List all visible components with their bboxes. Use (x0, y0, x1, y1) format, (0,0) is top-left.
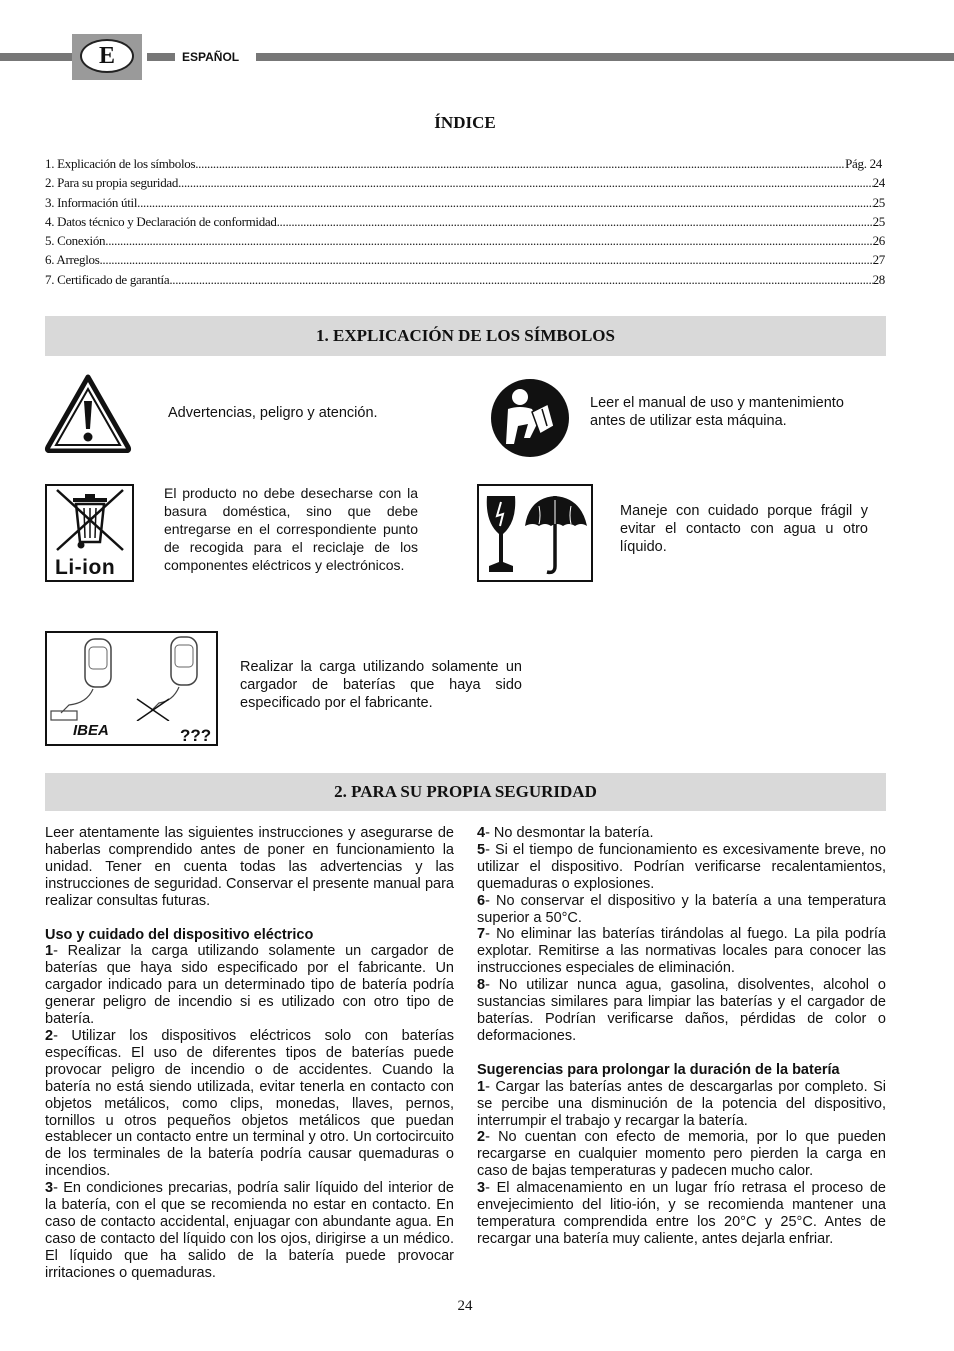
charger-device-icon (47, 633, 216, 721)
item-text: - No conservar el dispositivo y la batería a una temperatura superior a 50°C. (477, 892, 886, 926)
tip-item (477, 1129, 886, 1180)
fragile-icon-box (477, 484, 593, 582)
page-number: 24 (457, 1298, 473, 1314)
safety-item (45, 943, 454, 1028)
disposal-symbol-text: El producto no debe desecharse con la basura doméstica, sino que debe entregarse en el correspondiente punto de recogida para el reciclaje de los componentes eléctricos y electrónicos. (164, 485, 418, 573)
item-text: - No eliminar las baterías tirándolas al fuego. La pila podría explotar. Remitirse a las normativas locales para conocer las instrucciones especiales de eliminación. (477, 926, 886, 977)
language-code: E (80, 39, 134, 73)
toc-page: 27 (872, 252, 885, 268)
tip-item (477, 1079, 886, 1130)
toc-page: 25 (872, 213, 885, 229)
header-bar-right (256, 53, 954, 61)
tip-number: 3 (477, 1180, 486, 1197)
read-manual-icon (490, 378, 570, 458)
item-text: - En condiciones precarias, podría salir líquido del interior de la batería, con el que se recomienda no estar en contacto. En caso de contacto accidental, enjuagar con abundante agua. En caso de contacto del líquido con los ojos, dirigirse a un médico. El líquido que ha salido de la batería puede provocar irritaciones o quemaduras. (45, 1180, 454, 1281)
toc-label: 1. Explicación de los símbolos (45, 156, 196, 171)
safety-item (45, 1028, 454, 1180)
toc-leader (195, 154, 845, 173)
toc-label: 3. Información útil (45, 194, 138, 210)
charger-icon-box (45, 631, 218, 746)
header-bar-mid (147, 53, 175, 61)
fragile-glass-umbrella-icon (481, 492, 591, 576)
toc-leader (99, 250, 872, 269)
item-number: 6 (477, 892, 486, 909)
index-title: ÍNDICE (434, 113, 496, 132)
item-text: - Realizar la carga utilizando solamente un cargador de baterías que haya sido especificado por el fabricante. Un cargador indicado para un determinado tipo de batería podría generar peligro de incendio si es utilizado con otro tipo de batería. (45, 943, 454, 1028)
section-heading-safety: 2. PARA SU PROPIA SEGURIDAD (45, 773, 886, 811)
item-number: 8 (477, 977, 486, 994)
tip-text: - El almacenamiento en un lugar frío retrasa el proceso de envejecimiento del litio-ión, y se recomienda mantener una temperatura comprendida entre los 20°C y 25°C. Antes de recargar una batería muy caliente, antes dejarla enfriar. (477, 1180, 886, 1247)
toc-leader (277, 212, 873, 231)
language-badge (72, 34, 142, 80)
item-number: 7 (477, 926, 486, 943)
toc-page: 26 (872, 233, 885, 249)
tip-item (477, 1180, 886, 1248)
toc-leader (178, 173, 873, 192)
toc-page: Pág. 24 (845, 156, 882, 171)
item-number: 5 (477, 841, 486, 858)
tip-number: 1 (477, 1078, 486, 1095)
language-label: ESPAÑOL (182, 50, 240, 64)
item-text: - Utilizar los dispositivos eléctricos solo con baterías específicas. El uso de diferentes tipos de baterías puede provocar peligro de incendio o de accidentes. Cuando la batería no está siendo utilizada, evitar tenerla en contacto con objetos metálicos, como clips, monedas, llaves, pernos, tornillos u otros pequeños objetos metálicos que puedan establecer un contacto entre un terminal y otro. Un cortocircuito de los terminales de la batería podría causar quemaduras o incendios. (45, 1027, 454, 1180)
safety-left-column (45, 825, 454, 1282)
table-of-contents (45, 154, 885, 289)
item-text: - Si el tiempo de funcionamiento es excesivamente breve, no utilizar el dispositivo. Podrían verificarse recalentamientos, quemaduras o explosiones. (477, 841, 886, 892)
tip-text: - No cuentan con efecto de memoria, por lo que pueden recargarse en cualquier momento pero pierden la carga en caso de bajas temperaturas y padecen mucho calor. (477, 1129, 886, 1180)
item-number: 4 (477, 825, 486, 841)
section-heading-symbols: 1. EXPLICACIÓN DE LOS SÍMBOLOS (45, 316, 886, 356)
warning-symbol-text: Advertencias, peligro y atención. (168, 405, 378, 421)
toc-label: 4. Datos técnico y Declaración de conformidad (45, 213, 277, 229)
toc-entry (45, 270, 885, 289)
tip-text: - Cargar las baterías antes de descargarlas por completo. Si se percibe una disminución de la potencia del dispositivo, interrumpir el trabajo y recargar la batería. (477, 1078, 886, 1129)
safety-item (477, 926, 886, 977)
item-text: - No desmontar la batería. (485, 825, 654, 841)
crossed-bin-icon (51, 488, 129, 552)
manual-symbol-text: Leer el manual de uso y mantenimiento antes de utilizar esta máquina. (590, 395, 844, 429)
toc-leader (169, 270, 872, 289)
toc-entry (45, 212, 885, 231)
toc-entry (45, 231, 885, 250)
device-heading: Uso y cuidado del dispositivo eléctrico (45, 926, 314, 943)
toc-label: 5. Conexión (45, 233, 106, 249)
tip-number: 2 (477, 1129, 486, 1146)
item-number: 1 (45, 943, 54, 960)
safety-item (477, 977, 886, 1045)
header-bar-left (0, 53, 72, 61)
safety-item (477, 842, 886, 893)
charger-symbol-text: Realizar la carga utilizando solamente un cargador de baterías que haya sido especificado por el fabricante. (240, 659, 522, 711)
toc-label: 7. Certificado de garantía (45, 271, 170, 287)
charger-unknown-label: ??? (180, 726, 212, 745)
toc-leader (105, 231, 872, 250)
safety-item (45, 1180, 454, 1281)
safety-right-column (477, 825, 886, 1248)
li-ion-label: Li-ion (55, 556, 116, 579)
warning-triangle-icon (44, 373, 132, 453)
safety-item (477, 893, 886, 927)
fragile-symbol-text: Maneje con cuidado porque frágil y evitar el contacto con agua u otro líquido. (620, 503, 868, 555)
toc-page: 28 (872, 271, 885, 287)
item-number: 3 (45, 1180, 54, 1197)
item-number: 2 (45, 1027, 54, 1044)
tips-heading: Sugerencias para prolongar la duración de la batería (477, 1061, 840, 1078)
toc-label: 6. Arreglos (45, 252, 100, 268)
toc-entry (45, 173, 885, 192)
safety-item (477, 825, 886, 842)
toc-entry (45, 193, 885, 212)
safety-intro: Leer atentamente las siguientes instrucciones y asegurarse de haberlas comprendido antes de poner en funcionamiento la unidad. Tener en cuenta todas las advertencias y las instrucciones de seguridad. Conservar el presente manual para realizar consultas futuras. (45, 825, 454, 909)
charger-brand-label: IBEA (73, 722, 109, 739)
toc-label: 2. Para su propia seguridad (45, 175, 179, 191)
disposal-icon-box (45, 484, 134, 582)
item-text: - No utilizar nunca agua, gasolina, disolventes, alcohol o sustancias similares para limpiar las baterías y el cargador de baterías. Podrían verificarse daños, pérdidas de color o deformaciones. (477, 977, 886, 1044)
toc-page: 25 (872, 194, 885, 210)
toc-page: 24 (872, 175, 885, 191)
toc-entry (45, 250, 885, 269)
toc-leader (137, 193, 872, 212)
toc-entry (45, 154, 885, 173)
